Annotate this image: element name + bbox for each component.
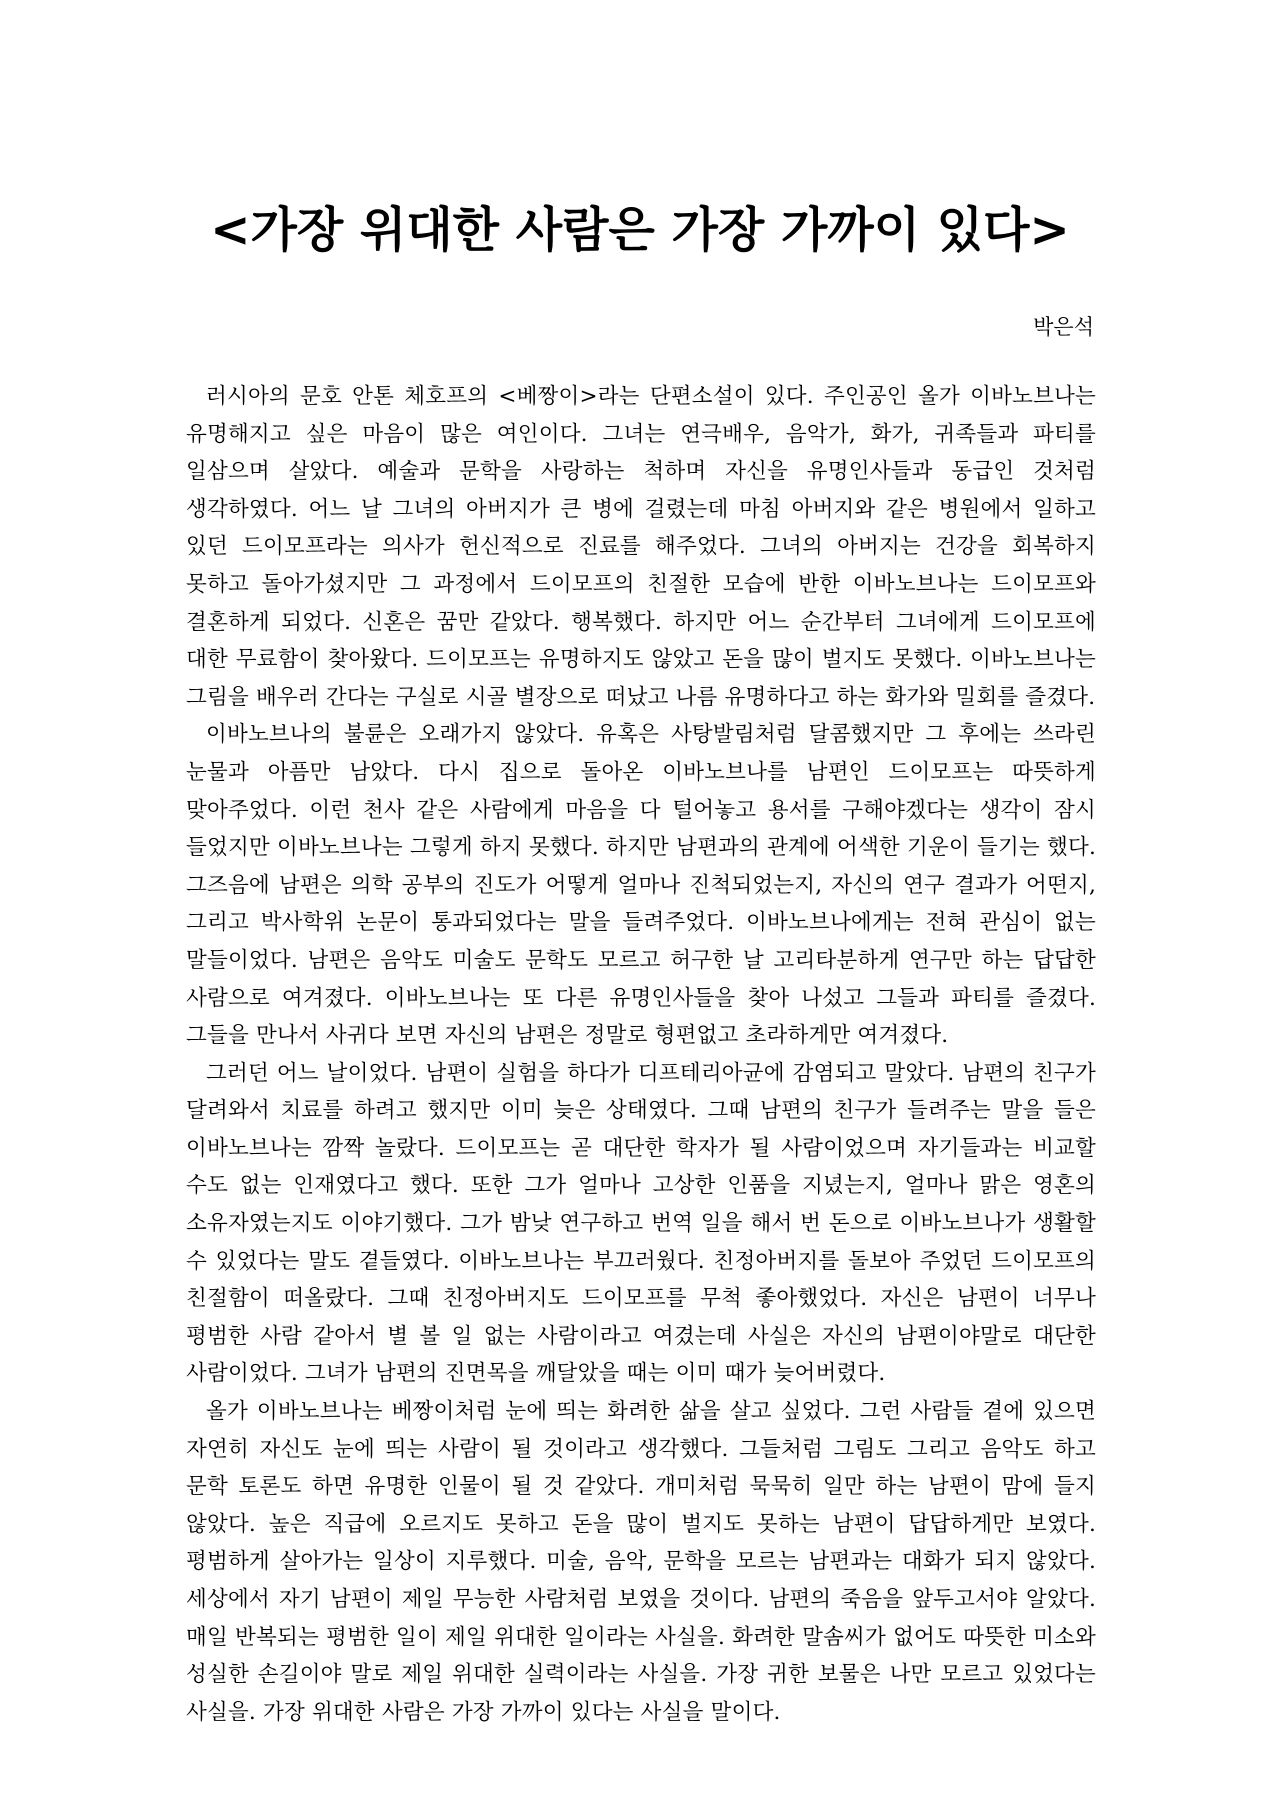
paragraph-2: 이바노브나의 불륜은 오래가지 않았다. 유혹은 사탕발림처럼 달콤했지만 그 후에는 쓰라린 눈물과 아픔만 남았다. 다시 집으로 돌아온 이바노브나를 남편인 드이모프는 따뜻하게 맞아주었다. 이런 천사 같은 사람에게 마음을 다 털어놓고 용서를 구해야겠다는 생각이 잠시 들었지만 이바노브나는 그렇게 하지 못했다. 하지만 남편과의 관계에 어색한 기운이 들기는 했다. 그즈음에 남편은 의학 공부의 진도가 어떻게 얼마나 진척되었는지, 자신의 연구 결과가 어떤지, 그리고 박사학위 논문이 통과되었다는 말을 들려주었다. 이바노브나에게는 전혀 관심이 없는 말들이었다. 남편은 음악도 미술도 문학도 모르고 허구한 날 고리타분하게 연구만 하는 답답한 사람으로 여겨졌다. 이바노브나는 또 다른 유명인사들을 찾아 나섰고 그들과 파티를 즐겼다. 그들을 만나서 사귀다 보면 자신의 남편은 정말로 형편없고 초라하게만 여겨졌다. bbox=[186, 722, 1096, 1049]
paragraph-3: 그러던 어느 날이었다. 남편이 실험을 하다가 디프테리아균에 감염되고 말았다. 남편의 친구가 달려와서 치료를 하려고 했지만 이미 늦은 상태였다. 그때 남편의 친구가 들려주는 말을 들은 이바노브나는 깜짝 놀랐다. 드이모프는 곧 대단한 학자가 될 사람이었으며 자기들과는 비교할 수도 없는 인재였다고 했다. 또한 그가 얼마나 고상한 인품을 지녔는지, 얼마나 맑은 영혼의 소유자였는지도 이야기했다. 그가 밤낮 연구하고 번역 일을 해서 번 돈으로 이바노브나가 생활할 수 있었다는 말도 곁들였다. 이바노브나는 부끄러웠다. 친정아버지를 돌보아 주었던 드이모프의 친절함이 떠올랐다. 그때 친정아버지도 드이모프를 무척 좋아했었다. 자신은 남편이 너무나 평범한 사람 같아서 별 볼 일 없는 사람이라고 여겼는데 사실은 자신의 남편이야말로 대단한 사람이었다. 그녀가 남편의 진면목을 깨달았을 때는 이미 때가 늦어버렸다. bbox=[186, 1060, 1096, 1387]
author-name: 박은석 bbox=[1033, 315, 1094, 339]
page-title: <가장 위대한 사람은 가장 가까이 있다> bbox=[210, 202, 1070, 258]
article-body bbox=[186, 378, 1096, 1731]
paragraph-4: 올가 이바노브나는 베짱이처럼 눈에 띄는 화려한 삶을 살고 싶었다. 그런 사람들 곁에 있으면 자연히 자신도 눈에 띄는 사람이 될 것이라고 생각했다. 그들처럼 그림도 그리고 음악도 하고 문학 토론도 하면 유명한 인물이 될 것 같았다. 개미처럼 묵묵히 일만 하는 남편이 맘에 들지 않았다. 높은 직급에 오르지도 못하고 돈을 많이 벌지도 못하는 남편이 답답하게만 보였다. 평범하게 살아가는 일상이 지루했다. 미술, 음악, 문학을 모르는 남편과는 대화가 되지 않았다. 세상에서 자기 남편이 제일 무능한 사람처럼 보였을 것이다. 남편의 죽음을 앞두고서야 알았다. 매일 반복되는 평범한 일이 제일 위대한 일이라는 사실을. 화려한 말솜씨가 없어도 따뜻한 미소와 성실한 손길이야 말로 제일 위대한 실력이라는 사실을. 가장 귀한 보물은 나만 모르고 있었다는 사실을. 가장 위대한 사람은 가장 가까이 있다는 사실을 말이다. bbox=[186, 1399, 1096, 1725]
paragraph-1: 러시아의 문호 안톤 체호프의 <베짱이>라는 단편소설이 있다. 주인공인 올가 이바노브나는 유명해지고 싶은 마음이 많은 여인이다. 그녀는 연극배우, 음악가, 화가, 귀족들과 파티를 일삼으며 살았다. 예술과 문학을 사랑하는 척하며 자신을 유명인사들과 동급인 것처럼 생각하였다. 어느 날 그녀의 아버지가 큰 병에 걸렸는데 마침 아버지와 같은 병원에서 일하고 있던 드이모프라는 의사가 헌신적으로 진료를 해주었다. 그녀의 아버지는 건강을 회복하지 못하고 돌아가셨지만 그 과정에서 드이모프의 친절한 모습에 반한 이바노브나는 드이모프와 결혼하게 되었다. 신혼은 꿈만 같았다. 행복했다. 하지만 어느 순간부터 그녀에게 드이모프에 대한 무료함이 찾아왔다. 드이모프는 유명하지도 않았고 돈을 많이 벌지도 못했다. 이바노브나는 그림을 배우러 간다는 구실로 시골 별장으로 떠났고 나름 유명하다고 하는 화가와 밀회를 즐겼다. bbox=[186, 384, 1096, 710]
